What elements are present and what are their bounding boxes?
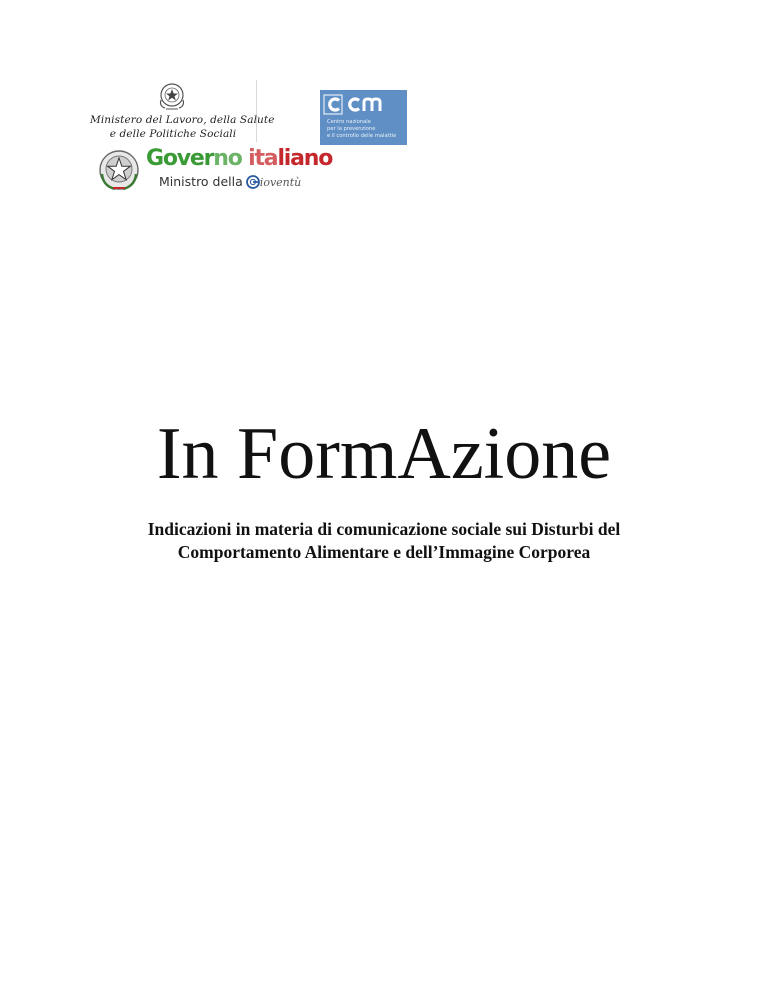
ccm-wordmark (320, 93, 407, 117)
ministero-name-line-1: Ministero del Lavoro, della Salute (90, 114, 275, 126)
governo-italiano-wordmark (146, 146, 332, 172)
ministro-gioventu-line (159, 174, 301, 189)
ccm-logo (320, 90, 407, 145)
document-subtitle (84, 518, 684, 564)
ministero-logo (90, 80, 275, 142)
ministero-name-line-2: e delle Politiche Sociali (109, 128, 237, 140)
governo-part-1: Gover (146, 146, 214, 171)
ccm-text-line-2: per la prevenzione (327, 126, 376, 132)
ministro-della-text: Ministro della (159, 174, 243, 189)
document-title: In FormAzione (156, 413, 612, 495)
italian-republic-star-emblem-icon (97, 148, 141, 192)
ccm-text-line-1: Centro nazionale (327, 119, 371, 125)
ccm-text-line-3: e il controllo delle malattie (327, 133, 397, 139)
governo-part-2: no (213, 146, 249, 171)
governo-italiano-logo (97, 146, 337, 194)
document-subtitle-line-2: Comportamento Alimentare e dell’Immagine Corporea (177, 542, 591, 562)
document-subtitle-line-1: Indicazioni in materia di comunicazione sociale sui Disturbi del (147, 519, 621, 539)
italian-republic-emblem-icon (158, 80, 186, 112)
italiano-part-1: ita (248, 146, 278, 171)
gioventu-g-icon (246, 175, 260, 189)
italiano-part-2: liano (277, 146, 333, 171)
gioventu-brand-text: ioventù (259, 176, 302, 189)
